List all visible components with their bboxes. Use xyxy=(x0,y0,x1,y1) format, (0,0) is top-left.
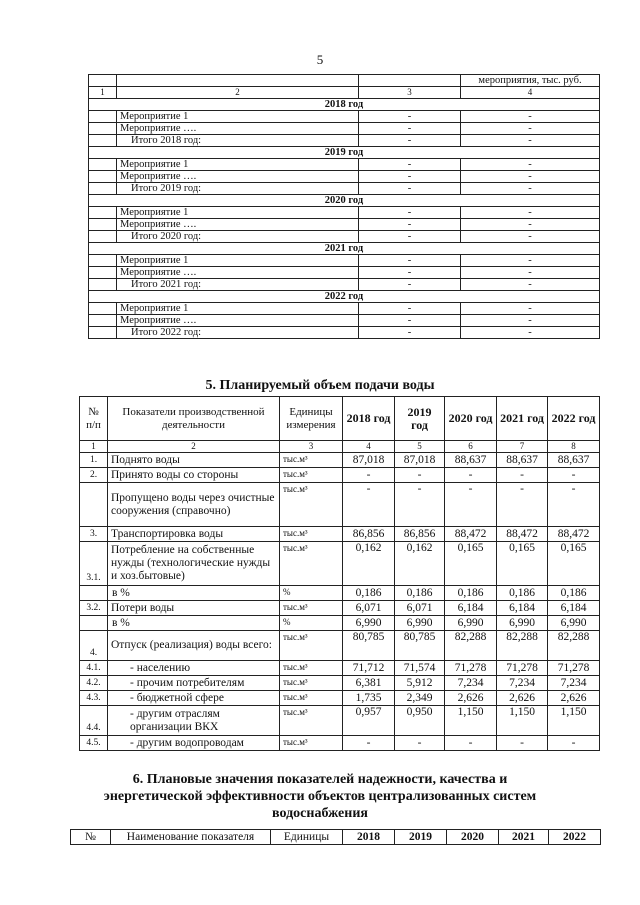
indicators-header-units: Единицы xyxy=(271,830,343,845)
value-cell: - xyxy=(497,468,548,483)
row-number: 4. xyxy=(80,631,108,661)
row-num-cell xyxy=(89,231,117,243)
row-number: 1. xyxy=(80,453,108,468)
table-row xyxy=(89,123,600,135)
col-number: 3 xyxy=(359,87,461,99)
measure-value: - xyxy=(359,135,461,147)
value-cell: - xyxy=(445,736,497,751)
table-row xyxy=(80,586,600,601)
header-year: 2022 год xyxy=(548,397,600,441)
col-number: 1 xyxy=(89,87,117,99)
value-cell: 0,186 xyxy=(548,586,600,601)
measure-value: - xyxy=(359,315,461,327)
measure-name: Итого 2022 год: xyxy=(117,327,359,339)
header-year: 2018 год xyxy=(343,397,395,441)
value-cell: 86,856 xyxy=(343,527,395,542)
table-row xyxy=(89,303,600,315)
value-cell: 0,165 xyxy=(497,542,548,586)
row-number: 4.5. xyxy=(80,736,108,751)
row-number xyxy=(80,483,108,527)
unit: тыс.м³ xyxy=(280,542,343,586)
indicator-name: Пропущено воды через очистные сооружения (справочно) xyxy=(108,483,280,527)
measure-cost: - xyxy=(461,159,600,171)
section-6-title-line: 6. Плановые значения показателей надежности, качества и xyxy=(132,772,508,787)
value-cell: 71,278 xyxy=(548,661,600,676)
value-cell: 80,785 xyxy=(395,631,445,661)
value-cell: - xyxy=(343,468,395,483)
year-label: 2021 год xyxy=(89,243,600,255)
unit: тыс.м³ xyxy=(280,631,343,661)
col-number: 2 xyxy=(108,441,280,453)
value-cell: 88,472 xyxy=(548,527,600,542)
indicator-name: Поднято воды xyxy=(108,453,280,468)
indicator-name: - бюджетной сфере xyxy=(108,691,280,706)
table-row xyxy=(89,135,600,147)
row-num-cell xyxy=(89,123,117,135)
header-units: Единицы измерения xyxy=(280,397,343,441)
value-cell: 80,785 xyxy=(343,631,395,661)
measures-header-cost: мероприятия, тыс. руб. xyxy=(461,75,600,87)
col-number: 3 xyxy=(280,441,343,453)
value-cell: - xyxy=(343,483,395,527)
value-cell: 87,018 xyxy=(343,453,395,468)
row-number: 3. xyxy=(80,527,108,542)
header-year: 2019 год xyxy=(395,397,445,441)
measure-cost: - xyxy=(461,123,600,135)
row-number: 2. xyxy=(80,468,108,483)
header-num: № п/п xyxy=(80,397,108,441)
value-cell: 7,234 xyxy=(497,676,548,691)
value-cell: 0,165 xyxy=(445,542,497,586)
measure-name: Мероприятие 1 xyxy=(117,255,359,267)
section-6-title-line: энергетической эффективности объектов централизованных систем xyxy=(103,789,537,804)
value-cell: 6,990 xyxy=(343,616,395,631)
measure-cost: - xyxy=(461,267,600,279)
col-number: 8 xyxy=(548,441,600,453)
value-cell: 6,381 xyxy=(343,676,395,691)
measure-cost: - xyxy=(461,231,600,243)
section-6-title xyxy=(0,771,640,822)
year-row xyxy=(89,147,600,159)
row-num-cell xyxy=(89,279,117,291)
value-cell: 82,288 xyxy=(497,631,548,661)
value-cell: 6,184 xyxy=(497,601,548,616)
row-number: 3.2. xyxy=(80,601,108,616)
table-row xyxy=(80,676,600,691)
unit: тыс.м³ xyxy=(280,691,343,706)
measure-cost: - xyxy=(461,135,600,147)
measure-cost: - xyxy=(461,327,600,339)
measure-name: Мероприятие 1 xyxy=(117,303,359,315)
value-cell: 2,626 xyxy=(548,691,600,706)
value-cell: - xyxy=(445,483,497,527)
value-cell: - xyxy=(497,736,548,751)
col-number: 4 xyxy=(343,441,395,453)
indicators-header-year: 2020 xyxy=(447,830,499,845)
measure-name: Итого 2019 год: xyxy=(117,183,359,195)
table-row xyxy=(80,691,600,706)
value-cell: 88,637 xyxy=(497,453,548,468)
indicator-name: Отпуск (реализация) воды всего: xyxy=(108,631,280,661)
year-row xyxy=(89,291,600,303)
header-indicator: Показатели производственной деятельности xyxy=(108,397,280,441)
table-row xyxy=(80,736,600,751)
year-label: 2018 год xyxy=(89,99,600,111)
indicator-name: Принято воды со стороны xyxy=(108,468,280,483)
unit: тыс.м³ xyxy=(280,706,343,736)
page-number: 5 xyxy=(316,52,324,67)
unit: % xyxy=(280,616,343,631)
unit: тыс.м³ xyxy=(280,468,343,483)
measure-cost: - xyxy=(461,111,600,123)
table-row xyxy=(80,631,600,661)
value-cell: 88,472 xyxy=(497,527,548,542)
table-row xyxy=(80,468,600,483)
table-row xyxy=(89,315,600,327)
value-cell: 0,186 xyxy=(445,586,497,601)
table-row xyxy=(80,601,600,616)
value-cell: 7,234 xyxy=(445,676,497,691)
unit: тыс.м³ xyxy=(280,736,343,751)
year-row xyxy=(89,99,600,111)
indicators-header-year: 2018 xyxy=(343,830,395,845)
measure-cost: - xyxy=(461,255,600,267)
value-cell: 71,712 xyxy=(343,661,395,676)
indicator-name: - населению xyxy=(108,661,280,676)
row-num-cell xyxy=(89,207,117,219)
section-5-title: 5. Планируемый объем подачи воды xyxy=(205,378,435,393)
value-cell: - xyxy=(395,483,445,527)
value-cell: 6,071 xyxy=(343,601,395,616)
value-cell: 0,165 xyxy=(548,542,600,586)
indicator-name: Транспортировка воды xyxy=(108,527,280,542)
indicators-table xyxy=(70,829,601,845)
col-number: 1 xyxy=(80,441,108,453)
row-num-cell xyxy=(89,159,117,171)
value-cell: - xyxy=(343,736,395,751)
unit: тыс.м³ xyxy=(280,661,343,676)
table-row xyxy=(80,542,600,586)
measure-name: Мероприятие 1 xyxy=(117,159,359,171)
value-cell: 87,018 xyxy=(395,453,445,468)
col-number: 4 xyxy=(461,87,600,99)
row-number: 4.3. xyxy=(80,691,108,706)
unit: тыс.м³ xyxy=(280,483,343,527)
table-row xyxy=(80,661,600,676)
measure-name: Мероприятие …. xyxy=(117,123,359,135)
row-number xyxy=(80,616,108,631)
value-cell: - xyxy=(445,468,497,483)
value-cell: 71,278 xyxy=(497,661,548,676)
year-row xyxy=(89,195,600,207)
row-number: 4.1. xyxy=(80,661,108,676)
col-number: 7 xyxy=(497,441,548,453)
measures-header-blank xyxy=(359,75,461,87)
year-label: 2020 год xyxy=(89,195,600,207)
measure-cost: - xyxy=(461,171,600,183)
table-row xyxy=(89,207,600,219)
measure-value: - xyxy=(359,219,461,231)
value-cell: 0,162 xyxy=(395,542,445,586)
value-cell: - xyxy=(395,736,445,751)
indicator-name: - другим отраслям организации ВКХ xyxy=(108,706,280,736)
indicator-name: Потребление на собственные нужды (технологические нужды и хоз.бытовые) xyxy=(108,542,280,586)
unit: % xyxy=(280,586,343,601)
measure-value: - xyxy=(359,123,461,135)
year-label: 2019 год xyxy=(89,147,600,159)
indicators-header-num: № xyxy=(71,830,111,845)
indicators-header-year: 2021 xyxy=(499,830,549,845)
table-row xyxy=(89,231,600,243)
value-cell: - xyxy=(548,483,600,527)
indicator-name: - другим водопроводам xyxy=(108,736,280,751)
row-num-cell xyxy=(89,315,117,327)
value-cell: 2,349 xyxy=(395,691,445,706)
indicators-header-year: 2022 xyxy=(549,830,601,845)
table-row xyxy=(89,111,600,123)
header-year: 2021 год xyxy=(497,397,548,441)
measure-value: - xyxy=(359,159,461,171)
value-cell: 88,637 xyxy=(548,453,600,468)
value-cell: - xyxy=(395,468,445,483)
value-cell: 0,950 xyxy=(395,706,445,736)
row-num-cell xyxy=(89,255,117,267)
value-cell: 1,150 xyxy=(548,706,600,736)
row-num-cell xyxy=(89,267,117,279)
value-cell: 6,990 xyxy=(445,616,497,631)
value-cell: 88,637 xyxy=(445,453,497,468)
measure-cost: - xyxy=(461,219,600,231)
value-cell: 0,162 xyxy=(343,542,395,586)
value-cell: 5,912 xyxy=(395,676,445,691)
measure-value: - xyxy=(359,231,461,243)
measure-name: Мероприятие …. xyxy=(117,267,359,279)
indicator-name: Потери воды xyxy=(108,601,280,616)
value-cell: 1,150 xyxy=(497,706,548,736)
measure-value: - xyxy=(359,279,461,291)
value-cell: - xyxy=(497,483,548,527)
value-cell: 71,574 xyxy=(395,661,445,676)
row-num-cell xyxy=(89,219,117,231)
value-cell: 0,957 xyxy=(343,706,395,736)
row-num-cell xyxy=(89,171,117,183)
table-row xyxy=(89,327,600,339)
unit: тыс.м³ xyxy=(280,527,343,542)
measure-name: Итого 2020 год: xyxy=(117,231,359,243)
table-row xyxy=(80,616,600,631)
indicators-header-year: 2019 xyxy=(395,830,447,845)
value-cell: 2,626 xyxy=(445,691,497,706)
measure-value: - xyxy=(359,267,461,279)
row-num-cell xyxy=(89,303,117,315)
row-num-cell xyxy=(89,183,117,195)
row-number: 4.4. xyxy=(80,706,108,736)
measure-value: - xyxy=(359,207,461,219)
value-cell: 82,288 xyxy=(445,631,497,661)
col-number: 6 xyxy=(445,441,497,453)
value-cell: 6,071 xyxy=(395,601,445,616)
measure-name: Итого 2021 год: xyxy=(117,279,359,291)
row-num-cell xyxy=(89,327,117,339)
table-row xyxy=(89,171,600,183)
value-cell: 2,626 xyxy=(497,691,548,706)
water-volume-table xyxy=(79,396,600,751)
table-row xyxy=(80,483,600,527)
header-year: 2020 год xyxy=(445,397,497,441)
section-6-title-line: водоснабжения xyxy=(272,806,368,821)
unit: тыс.м³ xyxy=(280,601,343,616)
indicator-name: в % xyxy=(108,616,280,631)
measure-name: Мероприятие …. xyxy=(117,315,359,327)
row-num-cell xyxy=(89,111,117,123)
year-row xyxy=(89,243,600,255)
value-cell: 6,184 xyxy=(445,601,497,616)
measures-header-blank xyxy=(89,75,117,87)
value-cell: 88,472 xyxy=(445,527,497,542)
table-row xyxy=(80,706,600,736)
measure-name: Мероприятие …. xyxy=(117,219,359,231)
row-number: 4.2. xyxy=(80,676,108,691)
measure-value: - xyxy=(359,327,461,339)
value-cell: 6,990 xyxy=(497,616,548,631)
measure-cost: - xyxy=(461,207,600,219)
year-label: 2022 год xyxy=(89,291,600,303)
table-row xyxy=(89,219,600,231)
measure-value: - xyxy=(359,303,461,315)
value-cell: 1,150 xyxy=(445,706,497,736)
unit: тыс.м³ xyxy=(280,453,343,468)
value-cell: 71,278 xyxy=(445,661,497,676)
value-cell: 1,735 xyxy=(343,691,395,706)
indicators-header-name: Наименование показателя xyxy=(111,830,271,845)
value-cell: 0,186 xyxy=(497,586,548,601)
value-cell: 7,234 xyxy=(548,676,600,691)
table-row xyxy=(89,255,600,267)
measure-cost: - xyxy=(461,183,600,195)
measure-name: Мероприятие 1 xyxy=(117,111,359,123)
table-row xyxy=(89,183,600,195)
value-cell: 0,186 xyxy=(395,586,445,601)
measure-name: Мероприятие 1 xyxy=(117,207,359,219)
row-number: 3.1. xyxy=(80,542,108,586)
indicator-name: в % xyxy=(108,586,280,601)
value-cell: 86,856 xyxy=(395,527,445,542)
table-row xyxy=(89,279,600,291)
table-row xyxy=(89,159,600,171)
measure-name: Итого 2018 год: xyxy=(117,135,359,147)
measure-value: - xyxy=(359,183,461,195)
value-cell: 6,990 xyxy=(548,616,600,631)
measure-cost: - xyxy=(461,303,600,315)
measure-name: Мероприятие …. xyxy=(117,171,359,183)
value-cell: - xyxy=(548,468,600,483)
value-cell: 6,184 xyxy=(548,601,600,616)
row-num-cell xyxy=(89,135,117,147)
unit: тыс.м³ xyxy=(280,676,343,691)
value-cell: 6,990 xyxy=(395,616,445,631)
measure-value: - xyxy=(359,255,461,267)
table-row xyxy=(80,453,600,468)
measure-value: - xyxy=(359,171,461,183)
measure-cost: - xyxy=(461,279,600,291)
measure-cost: - xyxy=(461,315,600,327)
row-number xyxy=(80,586,108,601)
table-row xyxy=(80,527,600,542)
indicator-name: - прочим потребителям xyxy=(108,676,280,691)
table-row xyxy=(89,267,600,279)
col-number: 5 xyxy=(395,441,445,453)
measure-value: - xyxy=(359,111,461,123)
value-cell: 82,288 xyxy=(548,631,600,661)
col-number: 2 xyxy=(117,87,359,99)
measures-header-blank xyxy=(117,75,359,87)
value-cell: - xyxy=(548,736,600,751)
measures-table xyxy=(88,74,600,339)
value-cell: 0,186 xyxy=(343,586,395,601)
